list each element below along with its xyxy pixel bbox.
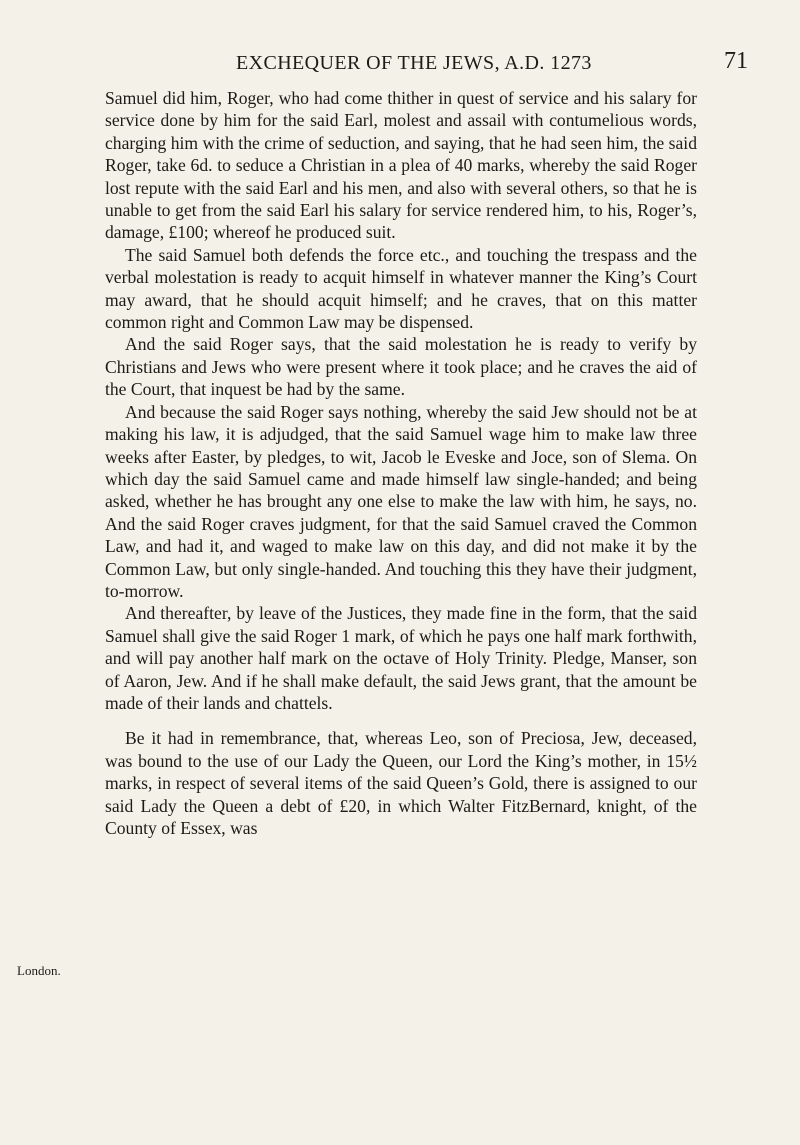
paragraph-1: Samuel did him, Roger, who had come thither in quest of service and his salary for service done by him for the said Earl, molest and assail with contumelious words, charging him with the crime of seduction, and saying, that he had seen him, the said Roger, take 6d. to seduce a Christian in a plea of 40 marks, whereby the said Roger lost repute with the said Earl and his men, and also with several others, so that he is unable to get from the said Earl his salary for service rendered him, to his, Roger’s, damage, £100; whereof he produced suit. (105, 88, 697, 243)
paragraph-4: And because the said Roger says nothing, whereby the said Jew should not be at making his law, it is adjudged, that the said Samuel wage him to make law three weeks after Easter, by pledges, to wit, Jacob le Eveske and Joce, son of Slema. On which day the said Samuel came and made himself law single-handed; and being asked, whether he has brought any one else to make the law with him, he says, no. And the said Roger craves judgment, for that the said Samuel craved the Common Law, and had it, and waged to make law on this day, and did not make it by the Common Law, but only single-handed. And touching this they have their judgment, to-morrow. (105, 401, 697, 601)
page-number: 71 (724, 48, 748, 74)
margin-note-london: London. (17, 963, 61, 978)
paragraph-3: And the said Roger says, that the said molestation he is ready to verify by Christians and Jews who were present where it took place; and he craves the aid of the Court, that inquest be had by the same. (105, 334, 697, 400)
body-text (105, 87, 697, 839)
paragraph-5: And thereafter, by leave of the Justices, they made fine in the form, that the said Samuel shall give the said Roger 1 mark, of which he pays one half mark forthwith, and will pay another half mark on the octave of Holy Trinity. Pledge, Manser, son of Aaron, Jew. And if he shall make default, the said Jews grant, that the amount be made of their lands and chattels. (105, 603, 697, 713)
running-head: EXCHEQUER OF THE JEWS, A.D. 1273 (236, 52, 592, 74)
paragraph-2: The said Samuel both defends the force etc., and touching the trespass and the verbal molestation is ready to acquit himself in whatever manner the King’s Court may award, that he should acquit himself; and he craves, that on this matter common right and Common Law may be dispensed. (105, 244, 697, 333)
paragraph-6: Be it had in remembrance, that, whereas Leo, son of Preciosa, Jew, deceased, was bound to the use of our Lady the Queen, our Lord the King’s mother, in 15½ marks, in respect of several items of the said Queen’s Gold, there is assigned to our said Lady the Queen a debt of £20, in which Walter FitzBernard, knight, of the County of Essex, was (105, 728, 697, 838)
